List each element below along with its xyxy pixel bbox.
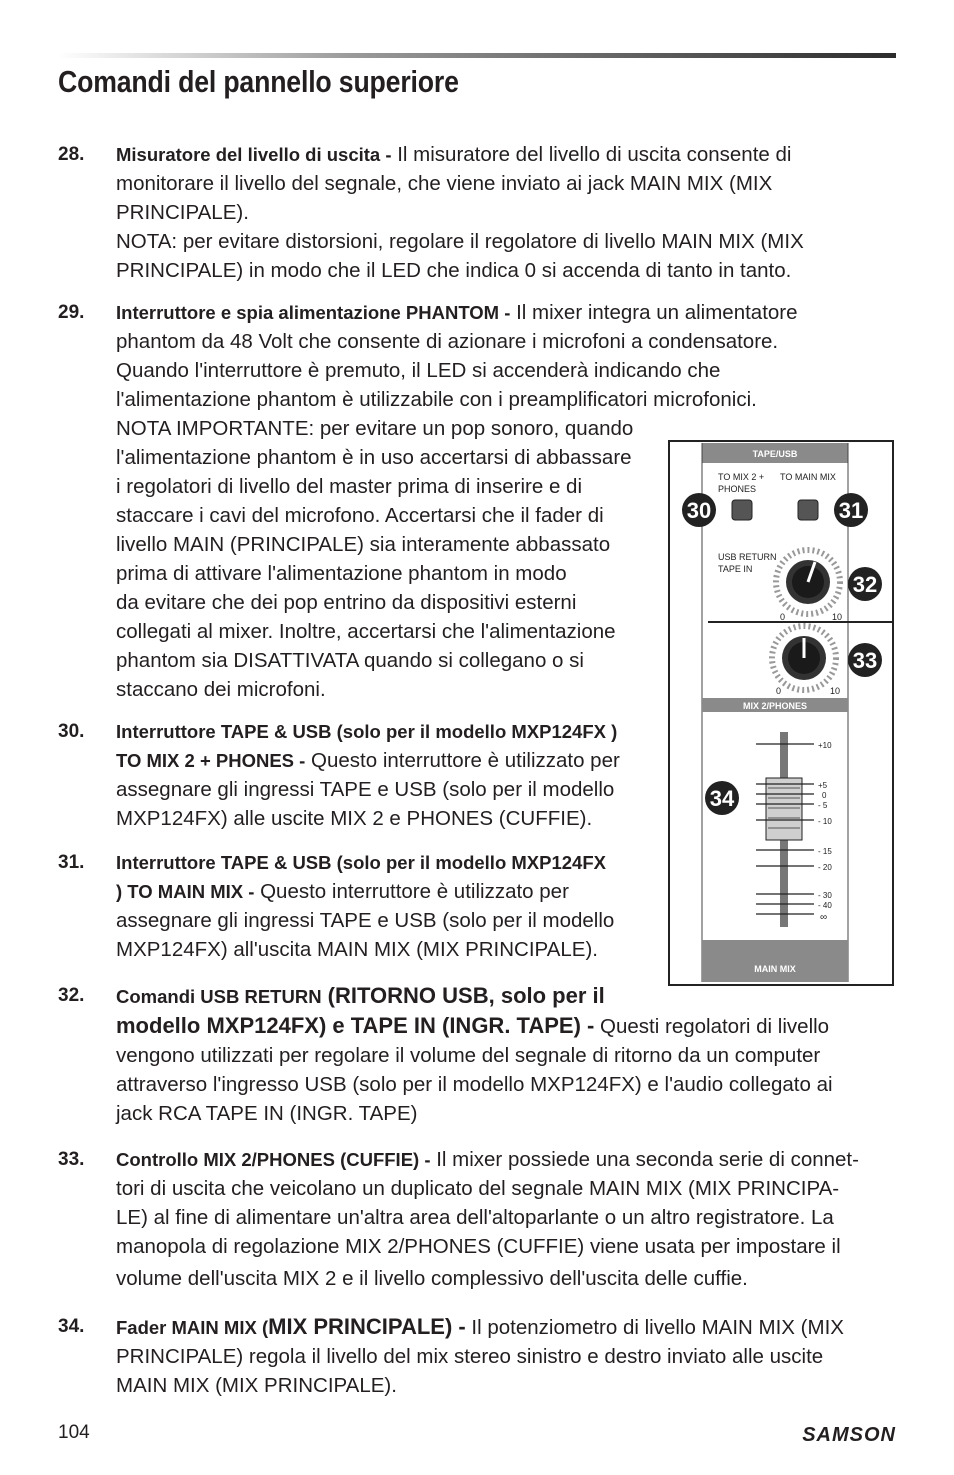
item-text: l'alimentazione phantom è in uso accertarsi di abbassare [116, 446, 632, 469]
svg-text:- 15: - 15 [818, 847, 832, 856]
svg-text:0: 0 [822, 791, 827, 800]
item-label: TO MIX 2 + PHONES - [116, 750, 306, 771]
mixer-panel-illustration [668, 440, 894, 986]
item-text: Il mixer integra un alimentatore [510, 301, 798, 324]
item-text: Il mixer possiede una seconda serie di connet- [430, 1148, 859, 1171]
item-label: modello MXP124FX) e TAPE IN (INGR. TAPE) - [116, 1013, 595, 1038]
item-number: 30. [58, 721, 85, 742]
svg-text:10: 10 [830, 686, 841, 696]
item-text: PRINCIPALE). [116, 201, 249, 224]
item-text: jack RCA TAPE IN (INGR. TAPE) [116, 1102, 418, 1125]
item-text: monitorare il livello del segnale, che viene inviato ai jack MAIN MIX (MIX [116, 172, 773, 195]
svg-text:- 10: - 10 [818, 817, 832, 826]
item-text: MXP124FX) all'uscita MAIN MIX (MIX PRINCIPALE). [116, 938, 598, 961]
svg-text:0: 0 [776, 686, 782, 696]
tape-to-main-switch [798, 500, 818, 520]
brand-logo: SAMSON [802, 1424, 896, 1446]
item-text: i regolatori di livello del master prima di inserire e di [116, 475, 582, 498]
item-label: Interruttore TAPE & USB (solo per il modello MXP124FX ) [116, 721, 618, 742]
item-number: 29. [58, 302, 85, 323]
svg-text:34: 34 [709, 786, 735, 811]
svg-text:+5: +5 [818, 781, 828, 790]
panel-header-label: TAPE/USB [752, 449, 798, 459]
item-text: assegnare gli ingressi TAPE e USB (solo per il modello [116, 909, 615, 932]
svg-text:- 5: - 5 [818, 801, 828, 810]
item-text: prima di attivare l'alimentazione phantom in modo [116, 562, 567, 585]
item-text: vengono utilizzati per regolare il volume del segnale di ritorno da un computer [116, 1044, 821, 1067]
switch-left-label: TO MIX 2 + [718, 472, 765, 482]
item-text: staccano dei microfoni. [116, 678, 326, 701]
item-text: MAIN MIX (MIX PRINCIPALE). [116, 1374, 397, 1397]
item-label: Interruttore e spia alimentazione PHANTOM - [116, 302, 511, 323]
item-text: staccare i cavi del microfono. Accertarsi che il fader di [116, 504, 604, 527]
item-number: 34. [58, 1316, 85, 1337]
item-text: livello MAIN (PRINCIPALE) sia interamente abbassato [116, 533, 611, 556]
svg-text:10: 10 [832, 612, 843, 622]
item-text: NOTA: per evitare distorsioni, regolare il regolatore di livello MAIN MIX (MIX [116, 230, 804, 253]
item-text: PRINCIPALE) in modo che il LED che indica 0 si accenda di tanto in tanto. [116, 259, 792, 282]
svg-text:∞: ∞ [820, 912, 828, 923]
svg-text:33: 33 [852, 648, 878, 673]
knob1-label: USB RETURN [718, 552, 777, 562]
svg-text:30: 30 [686, 498, 712, 523]
svg-text:0: 0 [780, 612, 786, 622]
item-text: PRINCIPALE) regola il livello del mix stereo sinistro e destro inviato alle uscite [116, 1345, 824, 1368]
item-number: 31. [58, 852, 85, 873]
svg-text:- 20: - 20 [818, 863, 832, 872]
tape-to-mix2-switch [732, 500, 752, 520]
svg-text:32: 32 [852, 572, 878, 597]
item-label: (RITORNO USB, solo per il [321, 983, 605, 1008]
item-text: MXP124FX) alle uscite MIX 2 e PHONES (CUFFIE). [116, 807, 593, 830]
item-text: Il misuratore del livello di uscita consente di [391, 143, 792, 166]
item-text: tori di uscita che veicolano un duplicato del segnale MAIN MIX (MIX PRINCIPA- [116, 1177, 840, 1200]
item-text: Questi regolatori di livello [594, 1015, 830, 1038]
item-text: NOTA IMPORTANTE: per evitare un pop sonoro, quando [116, 417, 634, 440]
svg-text:31: 31 [838, 498, 864, 523]
item-label: Fader MAIN MIX ( [116, 1317, 269, 1338]
switch-right-label: TO MAIN MIX [780, 472, 836, 482]
item-text: da evitare che dei pop entrino da dispositivi esterni [116, 591, 577, 614]
item-text: Quando l'interruttore è premuto, il LED si accenderà indicando che [116, 359, 721, 382]
svg-text:+10: +10 [818, 741, 832, 750]
knob1-label-2: TAPE IN [718, 564, 753, 574]
item-label: Controllo MIX 2/PHONES (CUFFIE) - [116, 1149, 431, 1170]
item-text: phantom da 48 Volt che consente di azionare i microfoni a condensatore. [116, 330, 779, 353]
item-label: Interruttore TAPE & USB (solo per il modello MXP124FX [116, 852, 606, 873]
panel-drawing [670, 442, 892, 984]
svg-text:- 40: - 40 [818, 901, 832, 910]
svg-text:- 30: - 30 [818, 891, 832, 900]
item-label: MIX PRINCIPALE) - [268, 1314, 466, 1339]
item-text: phantom sia DISATTIVATA quando si collegano o si [116, 649, 584, 672]
item-text: attraverso l'ingresso USB (solo per il modello MXP124FX) e l'audio collegato ai [116, 1073, 833, 1096]
item-text: volume dell'uscita MIX 2 e il livello complessivo dell'uscita delle cuffie. [116, 1267, 748, 1290]
mix2-section-label: MIX 2/PHONES [742, 701, 808, 711]
item-text: collegati al mixer. Inoltre, accertarsi che l'alimentazione [116, 620, 616, 643]
item-text: l'alimentazione phantom è utilizzabile con i preamplificatori microfonici. [116, 388, 757, 411]
item-number: 28. [58, 144, 85, 165]
page-number: 104 [58, 1422, 90, 1443]
page-title: Comandi del pannello superiore [58, 64, 459, 99]
item-number: 32. [58, 985, 85, 1006]
item-text: assegnare gli ingressi TAPE e USB (solo per il modello [116, 778, 615, 801]
main-mix-bar [702, 940, 848, 982]
switch-left-label-2: PHONES [718, 484, 757, 494]
header-rule [58, 53, 896, 58]
item-text: LE) al fine di alimentare un'altra area dell'altoparlante o un altro registratore. La [116, 1206, 834, 1229]
item-label: Comandi USB RETURN [116, 986, 322, 1007]
main-mix-fader-cap [766, 778, 802, 840]
item-label: Misuratore del livello di uscita - [116, 144, 392, 165]
item-text: Questo interruttore è utilizzato per [254, 880, 569, 903]
item-text: Il potenziometro di livello MAIN MIX (MIX [465, 1316, 844, 1339]
item-label: ) TO MAIN MIX - [116, 881, 255, 902]
main-mix-label: MAIN MIX [754, 964, 796, 974]
item-number: 33. [58, 1149, 85, 1170]
item-text: Questo interruttore è utilizzato per [305, 749, 620, 772]
item-text: manopola di regolazione MIX 2/PHONES (CUFFIE) viene usata per impostare il [116, 1235, 841, 1258]
